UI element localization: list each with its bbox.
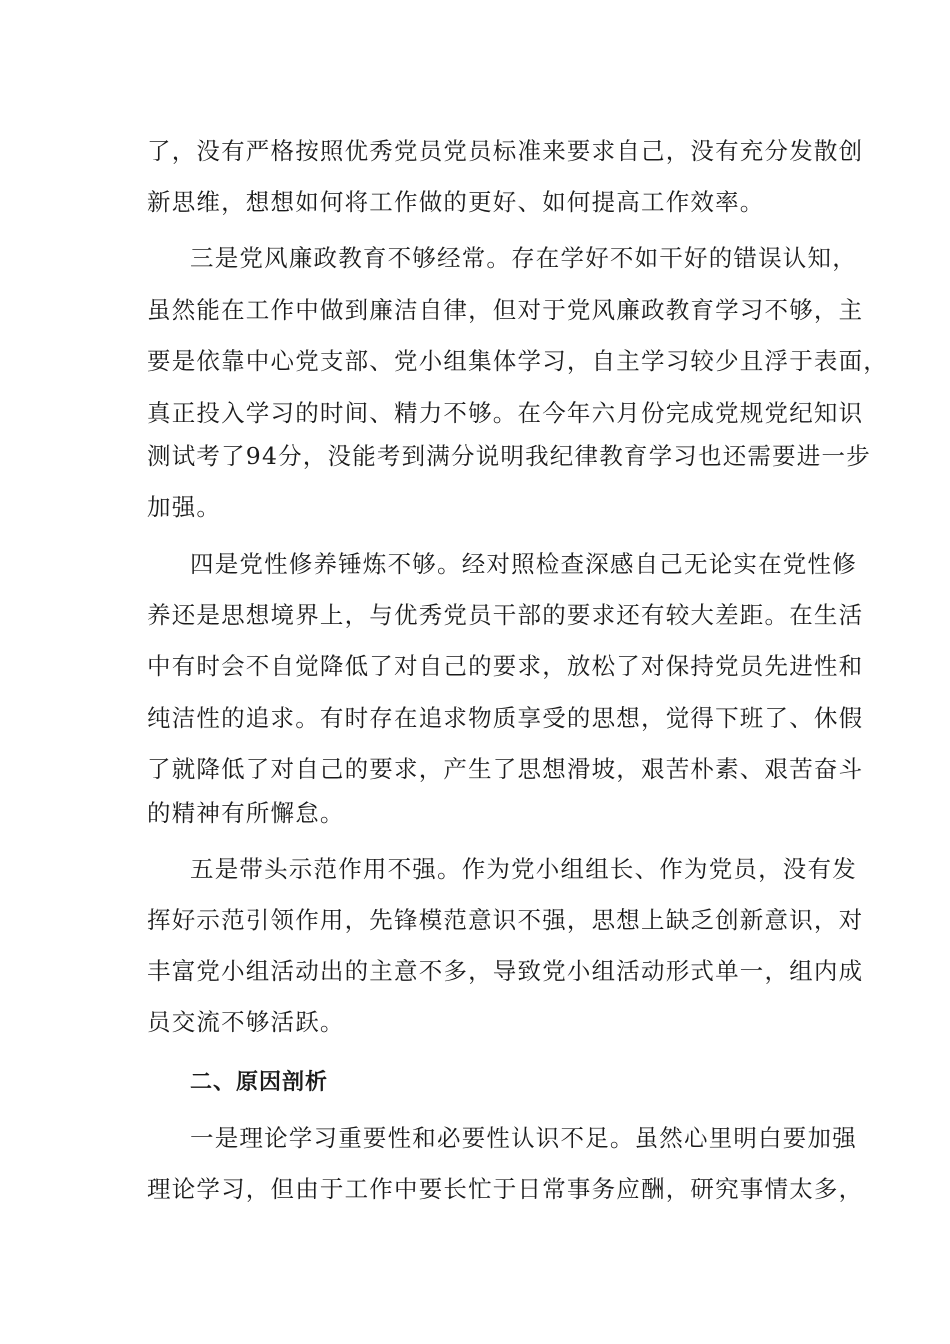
paragraph-line: 纯洁性的追求。有时存在追求物质享受的思想，觉得下班了、休假 [147, 704, 864, 732]
paragraph-line: 三是党风廉政教育不够经常。存在学好不如干好的错误认知， [190, 244, 857, 272]
paragraph-line: 的精神有所懈怠。 [147, 799, 345, 827]
paragraph-line: 中有时会不自觉降低了对自己的要求，放松了对保持党员先进性和 [147, 652, 864, 680]
paragraph-line: 一是理论学习重要性和必要性认识不足。虽然心里明白要加强 [190, 1124, 857, 1152]
paragraph-line: 要是依靠中心党支部、党小组集体学习，自主学习较少且浮于表面， [147, 347, 888, 375]
paragraph-line: 测试考了94分，没能考到满分说明我纪律教育学习也还需要进一步 [147, 442, 871, 470]
paragraph-line: 加强。 [147, 493, 222, 521]
paragraph-line: 挥好示范引领作用，先锋模范意识不强，思想上缺乏创新意识，对 [147, 906, 864, 934]
paragraph-line: 了就降低了对自己的要求，产生了思想滑坡，艰苦朴素、艰苦奋斗 [147, 755, 864, 783]
paragraph-line: 养还是思想境界上，与优秀党员干部的要求还有较大差距。在生活 [147, 601, 864, 629]
paragraph-line: 丰富党小组活动出的主意不多，导致党小组活动形式单一，组内成 [147, 957, 864, 985]
paragraph-line: 虽然能在工作中做到廉洁自律，但对于党风廉政教育学习不够，主 [147, 296, 864, 324]
paragraph-line: 真正投入学习的时间、精力不够。在今年六月份完成党规党纪知识 [147, 399, 864, 427]
paragraph-line: 理论学习，但由于工作中要长忙于日常事务应酬，研究事情太多， [147, 1175, 864, 1203]
paragraph-line: 四是党性修养锤炼不够。经对照检查深感自己无论实在党性修 [190, 550, 857, 578]
section-heading: 二、原因剖析 [190, 1070, 329, 1095]
paragraph-line: 员交流不够活跃。 [147, 1008, 345, 1036]
paragraph-line: 新思维，想想如何将工作做的更好、如何提高工作效率。 [147, 188, 765, 216]
paragraph-line: 五是带头示范作用不强。作为党小组组长、作为党员，没有发 [190, 855, 857, 883]
paragraph-line: 了，没有严格按照优秀党员党员标准来要求自己，没有充分发散创 [147, 137, 864, 165]
